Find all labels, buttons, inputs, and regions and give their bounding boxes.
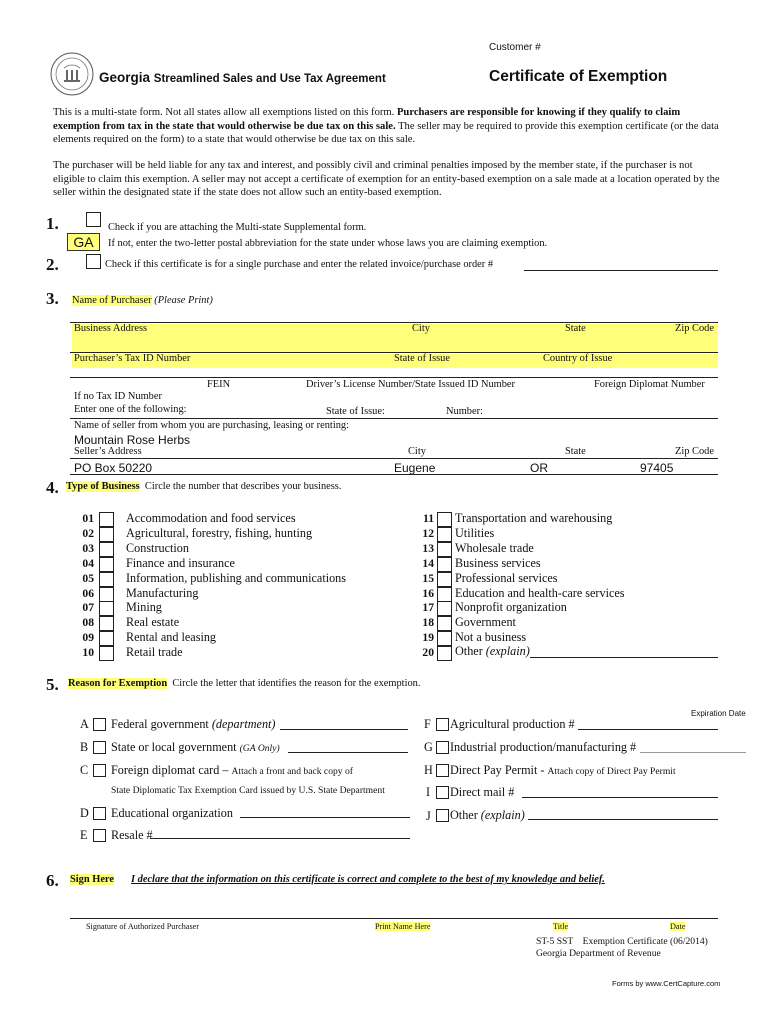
zip-label: Zip Code <box>675 323 714 334</box>
purchaser-name-label: Name of Purchaser (Please Print) <box>72 295 213 306</box>
business-type-code[interactable]: 09 <box>82 631 94 645</box>
business-type-code[interactable]: 18 <box>422 616 434 630</box>
business-type-code[interactable]: 13 <box>422 541 434 555</box>
no-tax-id-label: If no Tax ID Number <box>74 391 162 402</box>
intro-paragraph-2: The purchaser will be held liable for any tax and interest, and possibly civil and criminal penalties imposed by the member state, if the purchaser is not eligible to claim this exemption. A seller may not accept a certificate of exemption for an entity-based exemption on a sale made at a location operated by the seller within the designated state if the state does not allow such an entity-based exemption. <box>53 160 720 199</box>
signature-label: Signature of Authorized Purchaser <box>86 922 200 931</box>
business-type-checkbox[interactable] <box>99 572 114 587</box>
department-name: Georgia Department of Revenue <box>536 948 661 959</box>
reason-c-line2: State Diplomatic Tax Exemption Card issued by U.S. State Department <box>111 785 385 796</box>
business-type-label: Real estate <box>126 615 180 630</box>
other-explain-line <box>530 657 718 658</box>
business-type-label: Not a business <box>455 630 527 645</box>
city-label: City <box>412 323 430 334</box>
business-type-checkbox[interactable] <box>437 631 452 646</box>
reason-h-letter: H <box>424 763 433 777</box>
business-type-code[interactable]: 04 <box>82 556 94 570</box>
business-type-label: Rental and leasing <box>126 630 217 645</box>
customer-number-label: Customer # <box>489 42 541 53</box>
sign-here-label: Sign Here <box>70 874 114 885</box>
reason-e-text: Resale # <box>111 828 153 842</box>
seller-zip-label: Zip Code <box>675 446 714 457</box>
reason-j-letter: J <box>426 809 431 823</box>
declaration-text: I declare that the information on this certificate is correct and complete to the best of my knowledge and belief. <box>131 874 605 885</box>
business-type-code[interactable]: 20 <box>422 646 434 660</box>
reason-j-text: Other (explain) <box>450 808 525 822</box>
reason-g-text: Industrial production/manufacturing # <box>450 740 637 754</box>
business-type-checkbox[interactable] <box>437 587 452 602</box>
seller-address-label: Seller’s Address <box>74 446 142 457</box>
section-4-number: 4. <box>46 478 59 497</box>
multistate-supplemental-checkbox[interactable] <box>86 212 101 227</box>
business-address-label: Business Address <box>74 323 148 334</box>
number-label: Number: <box>446 406 483 417</box>
country-of-issue-label: Country of Issue <box>543 353 613 364</box>
section-1-number: 1. <box>46 214 59 233</box>
reason-e-checkbox[interactable] <box>93 829 106 842</box>
seller-address-line <box>70 474 718 475</box>
reason-i-text: Direct mail # <box>450 785 515 799</box>
business-type-checkbox[interactable] <box>437 512 452 527</box>
business-type-code[interactable]: 06 <box>82 586 94 600</box>
reason-b-text: State or local government (GA Only) <box>111 740 280 754</box>
business-type-label: Construction <box>126 540 189 555</box>
reason-a-line <box>280 729 408 730</box>
reason-a-checkbox[interactable] <box>93 718 106 731</box>
business-type-checkbox[interactable] <box>437 646 452 661</box>
seller-name-value[interactable]: Mountain Rose Herbs <box>74 433 191 447</box>
business-type-code[interactable]: 12 <box>422 526 434 540</box>
reason-g-letter: G <box>424 740 433 754</box>
business-type-code[interactable]: 15 <box>422 571 434 585</box>
state-name: Georgia Streamlined Sales and Use Tax Agreement <box>99 70 386 85</box>
tax-id-line <box>70 377 718 378</box>
business-type-code[interactable]: 08 <box>82 616 94 630</box>
reason-f-line <box>578 729 718 730</box>
business-type-code[interactable]: 07 <box>82 601 94 615</box>
seller-state-value[interactable]: OR <box>530 461 548 475</box>
business-type-label: Nonprofit organization <box>455 600 567 615</box>
purchaser-name-line <box>70 322 718 323</box>
business-type-checkbox[interactable] <box>437 572 452 587</box>
reason-i-checkbox[interactable] <box>436 786 449 799</box>
reason-g-checkbox[interactable] <box>436 741 449 754</box>
reason-c-checkbox[interactable] <box>93 764 106 777</box>
business-type-label: Retail trade <box>126 645 183 660</box>
business-type-code[interactable]: 03 <box>82 541 94 555</box>
business-type-code[interactable]: 19 <box>422 631 434 645</box>
tax-id-label: Purchaser’s Tax ID Number <box>74 353 191 364</box>
business-type-label: Manufacturing <box>126 585 199 600</box>
state-of-issue-2-label: State of Issue: <box>326 406 385 417</box>
business-type-checkbox[interactable] <box>99 616 114 631</box>
expiration-date-label: Expiration Date <box>691 709 746 718</box>
business-type-code[interactable]: 05 <box>82 571 94 585</box>
reason-b-line <box>288 752 408 753</box>
invoice-number-line <box>524 270 718 271</box>
business-type-code[interactable]: 16 <box>422 586 434 600</box>
business-type-checkbox[interactable] <box>99 631 114 646</box>
business-type-code[interactable]: 10 <box>82 646 94 660</box>
section-3-number: 3. <box>46 289 59 308</box>
reason-b-letter: B <box>80 740 89 754</box>
seller-city-value[interactable]: Eugene <box>394 461 436 475</box>
section-5-number: 5. <box>46 675 59 694</box>
business-type-code[interactable]: 17 <box>422 601 434 615</box>
business-type-label: Transportation and warehousing <box>455 511 613 525</box>
reason-f-checkbox[interactable] <box>436 718 449 731</box>
business-type-checkbox[interactable] <box>99 646 114 661</box>
reason-j-line <box>528 819 718 820</box>
reason-a-letter: A <box>80 717 89 731</box>
business-type-code[interactable]: 14 <box>422 556 434 570</box>
business-type-code[interactable]: 11 <box>423 512 434 525</box>
type-of-business-heading: Type of Business Circle the number that describes your business. <box>66 481 342 492</box>
print-name-label: Print Name Here <box>375 922 431 931</box>
business-type-checkbox[interactable] <box>99 512 114 527</box>
section-6-number: 6. <box>46 871 59 890</box>
business-type-checkbox[interactable] <box>437 601 452 616</box>
business-type-label: Wholesale trade <box>455 540 534 555</box>
business-type-label: Finance and insurance <box>126 555 235 570</box>
reason-i-line <box>522 797 718 798</box>
reason-c-text: Foreign diplomat card – Attach a front and back copy of <box>111 763 353 777</box>
reason-d-checkbox[interactable] <box>93 807 106 820</box>
seller-state-label: State <box>565 446 586 457</box>
business-type-label: Mining <box>126 600 162 615</box>
reason-i-letter: I <box>426 785 431 799</box>
purchaser-name-input[interactable] <box>72 307 718 321</box>
business-type-label: Government <box>455 615 516 630</box>
reason-h-checkbox[interactable] <box>436 764 449 777</box>
seller-address-value[interactable]: PO Box 50220 <box>74 461 153 475</box>
reason-j-checkbox[interactable] <box>436 809 449 822</box>
reason-f-letter: F <box>424 717 431 731</box>
foreign-diplomat-label: Foreign Diplomat Number <box>594 379 705 390</box>
reason-e-line <box>150 838 410 839</box>
agreement-name: Streamlined Sales and Use Tax Agreement <box>153 73 386 85</box>
business-type-label: Professional services <box>455 570 558 585</box>
business-type-checkbox[interactable] <box>437 542 452 557</box>
business-type-checkbox[interactable] <box>99 601 114 616</box>
business-type-code[interactable]: 02 <box>82 526 94 540</box>
intro-paragraph-1: This is a multi-state form. Not all states allow all exemptions listed on this form. Purchasers are responsible for knowing if they qualify to claim exemption from tax in the state that would otherwise be due tax on this sale. The seller may be required to provide this exemption certificate (or the data elements required on the form) to a state that would otherwise be due tax on this sale. <box>53 107 719 146</box>
enter-one-label: Enter one of the following: <box>74 404 187 415</box>
business-type-label: Information, publishing and communications <box>126 570 347 585</box>
seller-name-line <box>70 458 718 459</box>
seller-name-label: Name of seller from whom you are purchasing, leasing or renting: <box>74 420 349 431</box>
other-explain-label: Other (explain) <box>455 644 530 658</box>
reason-d-letter: D <box>80 806 89 820</box>
title-label: Title <box>553 922 569 931</box>
reason-d-line <box>240 817 410 818</box>
id-number-line <box>70 418 718 419</box>
single-purchase-text: Check if this certificate is for a single purchase and enter the related invoice/purchase order # <box>105 259 494 270</box>
drivers-license-label: Driver’s License Number/State Issued ID Number <box>306 379 516 390</box>
reason-d-text: Educational organization <box>111 806 233 820</box>
business-type-checkbox[interactable] <box>99 527 114 542</box>
multistate-supplemental-text: Check if you are attaching the Multi-state Supplemental form. <box>108 222 367 233</box>
business-type-checkbox[interactable] <box>437 557 452 572</box>
reason-e-letter: E <box>80 828 88 842</box>
business-type-label: Business services <box>455 555 541 570</box>
reason-g-line <box>640 752 746 753</box>
business-type-checkbox[interactable] <box>99 587 114 602</box>
form-identifier: ST-5 SST Exemption Certificate (06/2014) <box>536 936 708 947</box>
state-label: State <box>565 323 586 334</box>
reason-f-text: Agricultural production # <box>450 717 575 731</box>
seller-zip-value[interactable]: 97405 <box>640 461 674 475</box>
seller-city-label: City <box>408 446 426 457</box>
date-label: Date <box>670 922 686 931</box>
state-abbreviation-text: If not, enter the two-letter postal abbreviation for the state under whose laws you are claiming exemption. <box>108 238 548 249</box>
business-type-code[interactable]: 01 <box>82 512 94 525</box>
reason-b-checkbox[interactable] <box>93 741 106 754</box>
business-type-label: Education and health-care services <box>455 585 625 600</box>
business-type-label: Utilities <box>455 525 495 540</box>
reason-c-letter: C <box>80 763 89 777</box>
page-title: Certificate of Exemption <box>489 68 668 85</box>
business-type-label: Accommodation and food services <box>126 511 296 525</box>
business-type-checkbox[interactable] <box>437 616 452 631</box>
fein-label: FEIN <box>207 379 231 390</box>
business-type-label: Agricultural, forestry, fishing, hunting <box>126 525 313 540</box>
reason-a-text: Federal government (department) <box>111 717 276 731</box>
signature-line <box>70 918 718 919</box>
single-purchase-checkbox[interactable] <box>86 254 101 269</box>
business-type-checkbox[interactable] <box>99 557 114 572</box>
reason-heading: Reason for Exemption Circle the letter that identifies the reason for the exemption. <box>68 678 421 689</box>
certcapture-credit: Forms by www.CertCapture.com <box>612 979 721 988</box>
business-type-checkbox[interactable] <box>437 527 452 542</box>
state-of-issue-label: State of Issue <box>394 353 450 364</box>
georgia-seal-icon <box>50 52 94 96</box>
reason-h-text: Direct Pay Permit - Attach copy of Direct Pay Permit <box>450 763 676 777</box>
state-abbreviation-field[interactable]: GA <box>67 233 100 251</box>
business-address-input[interactable] <box>74 337 714 351</box>
section-2-number: 2. <box>46 255 59 274</box>
business-type-checkbox[interactable] <box>99 542 114 557</box>
